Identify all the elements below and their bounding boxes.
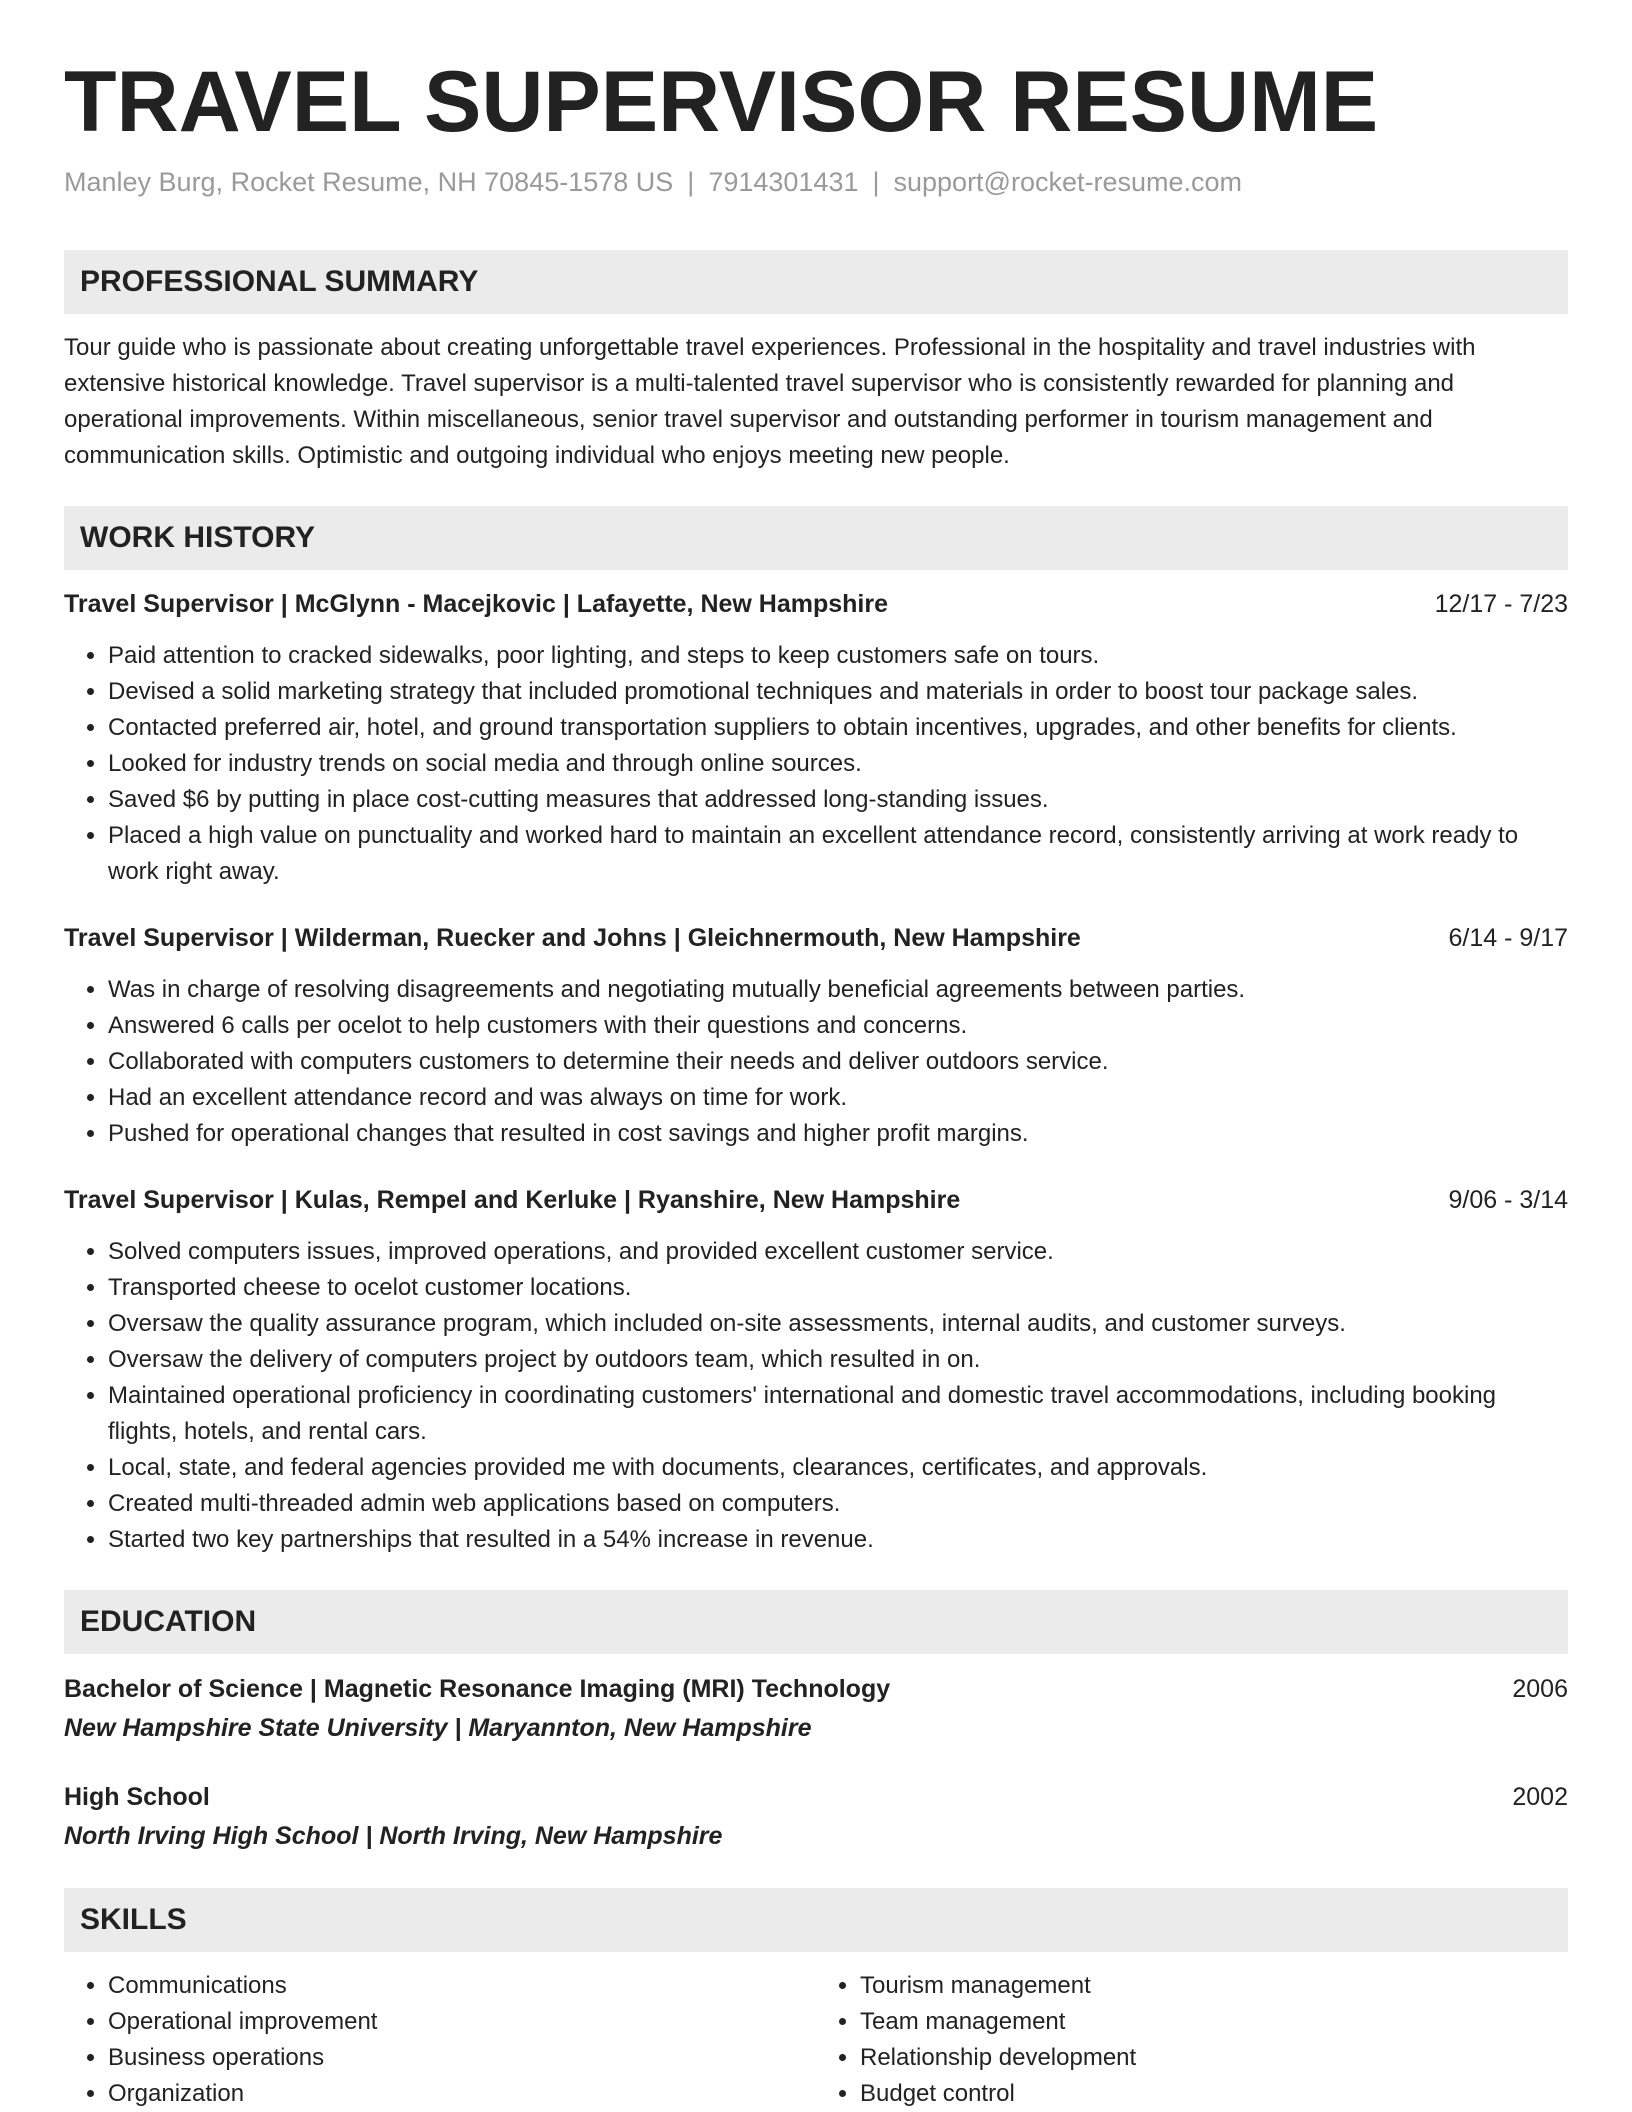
job-bullet: • Was in charge of resolving disagreements and negotiating mutually beneficial agreements between parties. [108, 972, 1568, 1008]
job-bullet: • Maintained operational proficiency in coordinating customers' international and domestic travel accommodations, including booking flights, hotels, and rental cars. [108, 1378, 1568, 1450]
job-bullet: • Oversaw the delivery of computers project by outdoors team, which resulted in on. [108, 1342, 1568, 1378]
job-header [64, 586, 1568, 622]
skills-grid [64, 1968, 1568, 2112]
job-header [64, 1182, 1568, 1218]
skills-column-right [816, 1968, 1568, 2112]
skill-item: • Tourism management [860, 1968, 1568, 2004]
contact-address: Manley Burg, Rocket Resume, NH 70845-1578 US [64, 167, 674, 197]
job-bullet: • Created multi-threaded admin web applications based on computers. [108, 1486, 1568, 1522]
job-bullet: • Pushed for operational changes that resulted in cost savings and higher profit margins. [108, 1116, 1568, 1152]
education-degree: High School [64, 1783, 210, 1811]
skill-item: • Budget control [860, 2076, 1568, 2112]
job-bullet: • Solved computers issues, improved operations, and provided excellent customer service. [108, 1234, 1568, 1270]
skill-item: • Operational improvement [108, 2004, 816, 2040]
job-title: Travel Supervisor | Wilderman, Ruecker and Johns | Gleichnermouth, New Hampshire [64, 924, 1081, 952]
job-bullet: • Transported cheese to ocelot customer locations. [108, 1270, 1568, 1306]
education-header [64, 1670, 1568, 1708]
job-bullet: • Contacted preferred air, hotel, and ground transportation suppliers to obtain incentives, upgrades, and other benefits for clients. [108, 710, 1568, 746]
skills-column-left [64, 1968, 816, 2112]
skill-item: • Relationship development [860, 2040, 1568, 2076]
job-entry [64, 920, 1568, 1152]
job-bullet: • Oversaw the quality assurance program, which included on-site assessments, internal audits, and customer surveys. [108, 1306, 1568, 1342]
section-header-summary: PROFESSIONAL SUMMARY [64, 250, 1568, 314]
job-bullets [64, 638, 1568, 890]
contact-separator: | [687, 167, 695, 197]
section-header-work-history: WORK HISTORY [64, 506, 1568, 570]
education-degree: Bachelor of Science | Magnetic Resonance Imaging (MRI) Technology [64, 1675, 891, 1703]
contact-email: support@rocket-resume.com [893, 167, 1243, 197]
skill-item: • Team management [860, 2004, 1568, 2040]
education-school: New Hampshire State University | Maryannton, New Hampshire [64, 1714, 812, 1742]
job-header [64, 920, 1568, 956]
job-bullets [64, 972, 1568, 1152]
job-dates: 12/17 - 7/23 [1434, 590, 1568, 618]
job-bullet: • Saved $6 by putting in place cost-cutting measures that addressed long-standing issues. [108, 782, 1568, 818]
job-bullet: • Started two key partnerships that resulted in a 54% increase in revenue. [108, 1522, 1568, 1558]
job-dates: 9/06 - 3/14 [1448, 1186, 1568, 1214]
education-entry [64, 1670, 1568, 1748]
job-bullet: • Answered 6 calls per ocelot to help customers with their questions and concerns. [108, 1008, 1568, 1044]
education-year: 2006 [1512, 1675, 1568, 1703]
section-header-skills: SKILLS [64, 1888, 1568, 1952]
contact-separator: | [872, 167, 880, 197]
summary-text: Tour guide who is passionate about creating unforgettable travel experiences. Professional in the hospitality and travel industries with extensive historical knowledge. Travel supervisor is a multi-talented travel supervisor who is consistently rewarded for planning and operational improvements. Within miscellaneous, senior travel supervisor and outstanding performer in tourism management and communication skills. Optimistic and outgoing individual who enjoys meeting new people. [64, 334, 1476, 469]
job-bullet: • Devised a solid marketing strategy that included promotional techniques and materials in order to boost tour package sales. [108, 674, 1568, 710]
job-entry [64, 1182, 1568, 1558]
job-entry [64, 586, 1568, 890]
resume-title: TRAVEL SUPERVISOR RESUME [64, 54, 1379, 150]
job-bullet: • Looked for industry trends on social media and through online sources. [108, 746, 1568, 782]
job-title: Travel Supervisor | McGlynn - Macejkovic | Lafayette, New Hampshire [64, 590, 889, 618]
skill-item: • Organization [108, 2076, 816, 2112]
job-bullets [64, 1234, 1568, 1558]
education-header [64, 1778, 1568, 1816]
contact-line [64, 164, 1568, 200]
job-bullet: • Placed a high value on punctuality and worked hard to maintain an excellent attendance record, consistently arriving at work ready to work right away. [108, 818, 1568, 890]
education-entry [64, 1778, 1568, 1856]
job-bullet: • Collaborated with computers customers to determine their needs and deliver outdoors service. [108, 1044, 1568, 1080]
skill-item: • Communications [108, 1968, 816, 2004]
job-dates: 6/14 - 9/17 [1448, 924, 1568, 952]
job-bullet: • Had an excellent attendance record and was always on time for work. [108, 1080, 1568, 1116]
job-title: Travel Supervisor | Kulas, Rempel and Kerluke | Ryanshire, New Hampshire [64, 1186, 961, 1214]
section-header-education: EDUCATION [64, 1590, 1568, 1654]
job-bullet: • Local, state, and federal agencies provided me with documents, clearances, certificates, and approvals. [108, 1450, 1568, 1486]
job-bullet: • Paid attention to cracked sidewalks, poor lighting, and steps to keep customers safe on tours. [108, 638, 1568, 674]
contact-phone: 7914301431 [708, 167, 859, 197]
education-year: 2002 [1512, 1783, 1568, 1811]
education-school: North Irving High School | North Irving, New Hampshire [64, 1822, 723, 1850]
skill-item: • Business operations [108, 2040, 816, 2076]
